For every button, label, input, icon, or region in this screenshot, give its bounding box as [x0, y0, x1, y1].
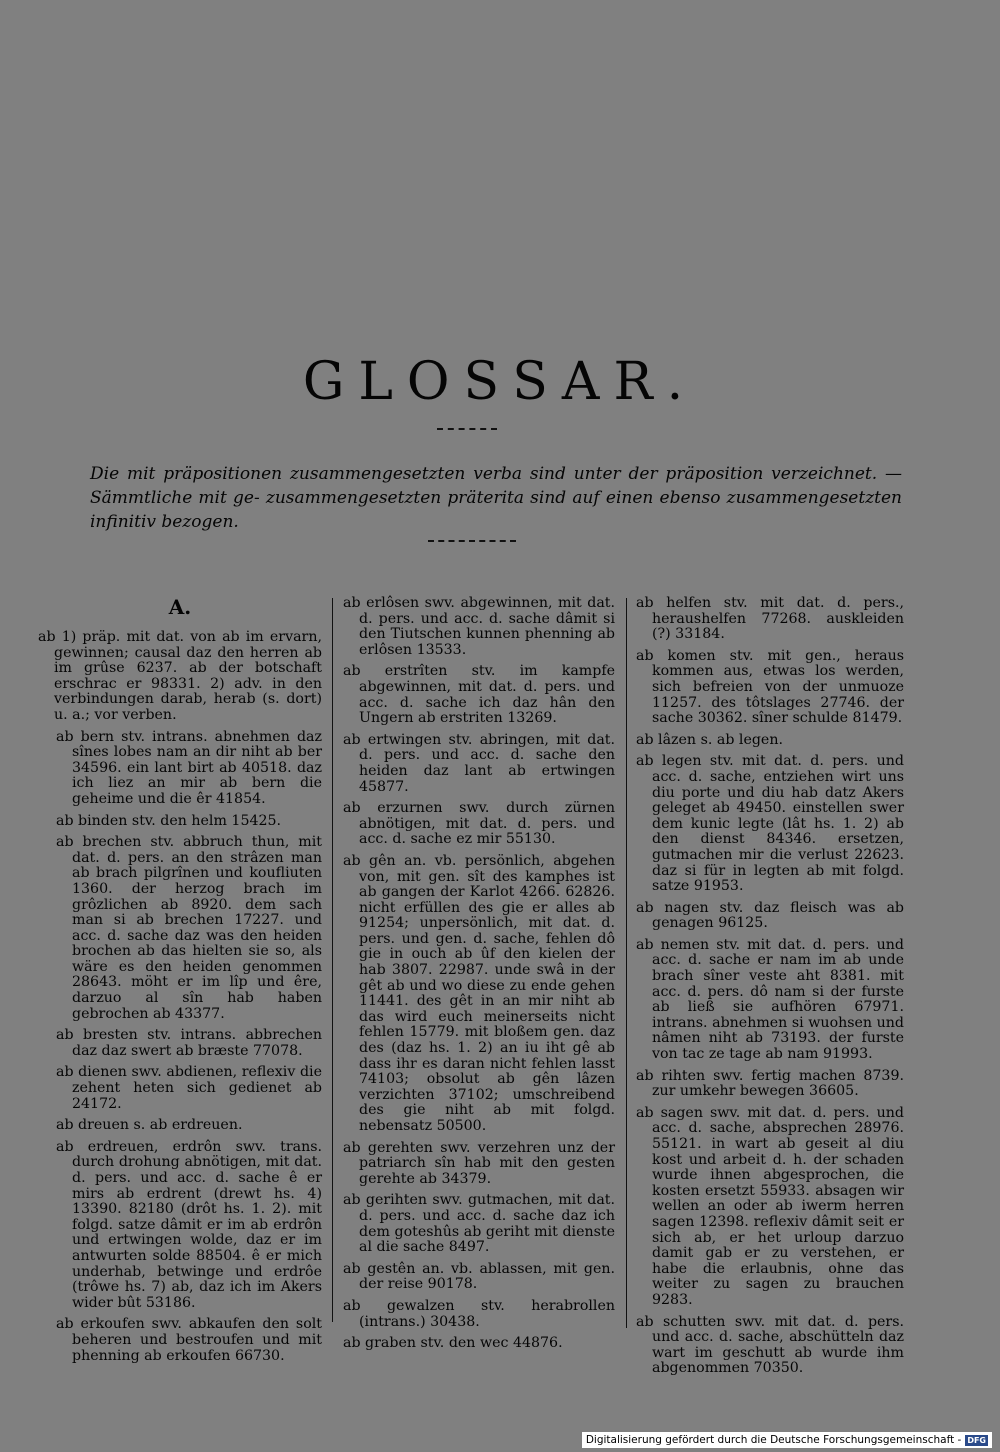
glossary-entry: ab dienen swv. abdienen, reflexiv die zehent heten sich gedienet ab 24172.: [56, 1064, 322, 1112]
glossary-entry: ab erzurnen swv. durch zürnen abnötigen, mit dat. d. pers. und acc. d. sache ez mir 55130.: [343, 800, 615, 848]
glossary-entry: ab bern stv. intrans. abnehmen daz sînes lobes nam an dir niht ab ber 34596. ein lant birt ab 40518. daz ich liez an mir ab bern die geheime und die êr 41854.: [56, 728, 322, 807]
glossary-column-1: [38, 596, 322, 1370]
glossary-entry: ab bresten stv. intrans. abbrechen daz daz swert ab bræste 77078.: [56, 1027, 322, 1059]
glossary-entry: ab graben stv. den wec 44876.: [343, 1335, 563, 1352]
glossary-entry: ab erstrîten stv. im kampfe abgewinnen, mit dat. d. pers. und acc. d. sache ich daz hân den Ungern ab erstriten 13269.: [343, 663, 615, 727]
glossary-entry: ab erlôsen swv. abgewinnen, mit dat. d. pers. und acc. d. sache dâmit si den Tiutschen kunnen phenning ab erlôsen 13533.: [343, 595, 615, 658]
page-title: GLOSSAR.: [302, 352, 698, 412]
glossary-entry: ab helfen stv. mit dat. d. pers., heraushelfen 77268. auskleiden (?) 33184.: [636, 595, 904, 643]
glossary-entry: ab lâzen s. ab legen.: [636, 731, 783, 748]
glossary-entry: ab gên an. vb. persönlich, abgehen von, mit gen. sît des kamphes ist ab gangen der Karlot 4266. 62826. nicht erfüllen des gie er alles ab 91254; unpersönlich, mit dat. d. pers. und gen. d. sache, fehlen dô gie in ouch ab ûf den kielen der hab 3807. 22987. unde swâ in der gêt ab und wo diese zu ende gehen 11441. des gêt in an mir niht ab das wird euch meinerseits nicht fehlen 15779. mit bloßem gen. daz des (daz hs. 1. 2) an iu iht gê ab dass ihr es daran nicht fehlen lasst 74103; obsolut ab gên lâzen verzichten 37102; umschreibend des gie niht ab mit folgd. nebensatz 50500.: [343, 852, 615, 1134]
glossary-entry: ab gerihten swv. gutmachen, mit dat. d. pers. und acc. d. sache daz ich dem goteshûs ab geriht mit dienste al die sache 8497.: [343, 1192, 615, 1256]
glossary-entry: ab ertwingen stv. abringen, mit dat. d. pers. und acc. d. sache den heiden daz lant ab ertwingen 45877.: [343, 731, 615, 795]
title-ornament-rule: [437, 428, 497, 430]
glossary-entry: ab erdreuen, erdrôn swv. trans. durch drohung abnötigen, mit dat. d. pers. und acc. d. sache ê er mirs ab erdrent (drewt hs. 4) 13390. 82180 (drôt hs. 1. 2). mit folgd. satze dâmit er im ab erdrôn und ertwingen wolde, daz er im antwurten solde 88504. ê er mich underhab, betwinge und erdrôe (trôwe hs. 7) ab, daz ich im Akers wider bût 53186.: [56, 1138, 322, 1311]
footer-text: Digitalisierung gefördert durch die Deutsche Forschungsgemeinschaft -: [585, 1434, 962, 1446]
glossary-entry: ab nemen stv. mit dat. d. pers. und acc. d. sache er nam im ab unde brach sîner veste aht 8381. mit acc. d. pers. dô nam si der furste ab ließ sie aufhören 67971. intrans. abnehmen si wuohsen und nâmen niht ab 73193. der furste von tac ze tage ab nam 91993.: [636, 936, 904, 1063]
glossary-entry: ab gestên an. vb. ablassen, mit gen. der reise 90178.: [343, 1260, 615, 1293]
glossary-entry: ab legen stv. mit dat. d. pers. und acc. d. sache, entziehen wirt uns diu porte und diu hab datz Akers geleget ab 49450. einstellen swer dem kunic legte (lât hs. 1. 2) ab den dienst 84346. ersetzen, gutmachen mir die verlust 22623. daz si für in legten ab mit folgd. satze 91953.: [636, 753, 904, 895]
glossary-entry: ab erkoufen swv. abkaufen den solt beheren und bestroufen und mit phenning ab erkoufen 66730.: [56, 1316, 322, 1364]
intro-note: Die mit präpositionen zusammengesetzten verba sind unter der präposition verzeichnet. — Sämmtliche mit ge- zusammengesetzten präterita sind auf einen ebenso zusammengesetzten infinitiv bezogen.: [90, 464, 902, 532]
glossary-column-2: [343, 596, 615, 1358]
dfg-logo-icon: DFG: [967, 1435, 986, 1445]
column-divider: [332, 598, 333, 1322]
glossary-entry: ab dreuen s. ab erdreuen.: [56, 1117, 243, 1134]
glossary-entry: ab rihten swv. fertig machen 8739. zur umkehr bewegen 36605.: [636, 1067, 904, 1100]
glossary-entry: ab schutten swv. mit dat. d. pers. und acc. d. sache, abschütteln daz wart im geschutt ab wurde ihm abgenommen 70350.: [636, 1313, 904, 1377]
glossary-entry: ab komen stv. mit gen., heraus kommen aus, etwas los werden, sich befreien von der unmuoze 11257. des tôtslages 27746. der sache 30362. sîner schulde 81479.: [636, 647, 904, 727]
section-letter: A.: [168, 595, 192, 619]
glossary-column-3: [636, 596, 904, 1383]
glossary-entry: ab 1) präp. mit dat. von ab im ervarn, gewinnen; causal daz den herren ab im grûse 6237. ab der botschaft erschrac er 98331. 2) adv. in den verbindungen darab, herab (s. dort) u. a.; vor verben.: [38, 629, 322, 723]
intro-ornament-rule: [428, 540, 516, 542]
glossary-entry: ab gerehten swv. verzehren unz der patriarch sîn hab mit den gesten gerehte ab 34379.: [343, 1139, 615, 1187]
glossary-entry: ab brechen stv. abbruch thun, mit dat. d. pers. an den strâzen man ab brach pilgrînen und koufliuten 1360. der herzog brach im grôzlichen ab 8920. dem sach man si ab brechen 17227. und acc. d. sache daz was den heiden brochen ab das hielten sie so, als wäre es den heiden genommen 28643. möht er im lîp und êre, darzuo al sîn hab haben gebrochen ab 43377.: [56, 834, 322, 1022]
column-divider: [626, 598, 627, 1328]
glossary-entry: ab gewalzen stv. herabrollen (intrans.) 30438.: [343, 1297, 615, 1330]
glossary-entry: ab binden stv. den helm 15425.: [56, 812, 282, 829]
glossary-entry: ab nagen stv. daz fleisch was ab genagen 96125.: [636, 899, 904, 932]
funding-footer: [582, 1432, 992, 1448]
glossary-entry: ab sagen swv. mit dat. d. pers. und acc. d. sache, absprechen 28976. 55121. in wart ab geseit al diu kost und arbeit d. h. der schaden wurde ihnen abgesprochen, die kosten ersetzt 55933. absagen wir wellen an oder ab iwerm herren sagen 12398. reflexiv dâmit seit er sich ab, er het urloup darzuo damit gab er zu verstehen, er habe die erlaubnis, ohne das weiter zu sagen zu brauchen 9283.: [636, 1104, 904, 1308]
